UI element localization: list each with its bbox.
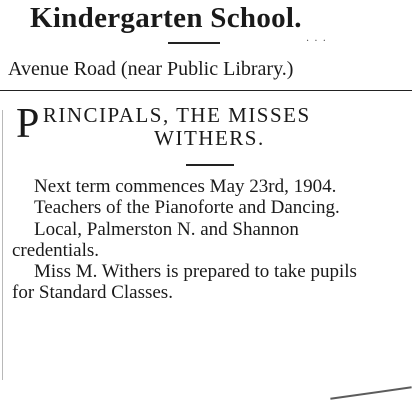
print-speckle-decoration: · · · bbox=[306, 36, 327, 47]
principals-heading bbox=[16, 101, 376, 150]
section-divider bbox=[0, 90, 412, 91]
principals-line-1: RINCIPALS, THE MISSES bbox=[42, 103, 311, 127]
column-edge-line bbox=[2, 110, 3, 380]
principals-line-2: WITHERS. bbox=[154, 126, 265, 150]
standard-classes-notice: Miss M. Withers is prepared to take pupils for Standard Classes. bbox=[12, 261, 357, 304]
term-notice: Next term commences May 23rd, 1904. bbox=[34, 176, 337, 197]
title-divider bbox=[168, 42, 220, 44]
torn-edge-mark bbox=[330, 386, 411, 399]
heading-divider bbox=[186, 164, 234, 166]
advert-title: Kindergarten School. bbox=[30, 2, 302, 34]
school-address: Avenue Road (near Public Library.) bbox=[8, 58, 294, 80]
advert-body bbox=[12, 176, 382, 304]
teachers-notice: Teachers of the Pianoforte and Dancing. bbox=[34, 197, 340, 219]
credentials-notice: Local, Palmerston N. and Shannon credentials. bbox=[12, 218, 299, 261]
principals-drop-cap: P bbox=[16, 101, 41, 147]
